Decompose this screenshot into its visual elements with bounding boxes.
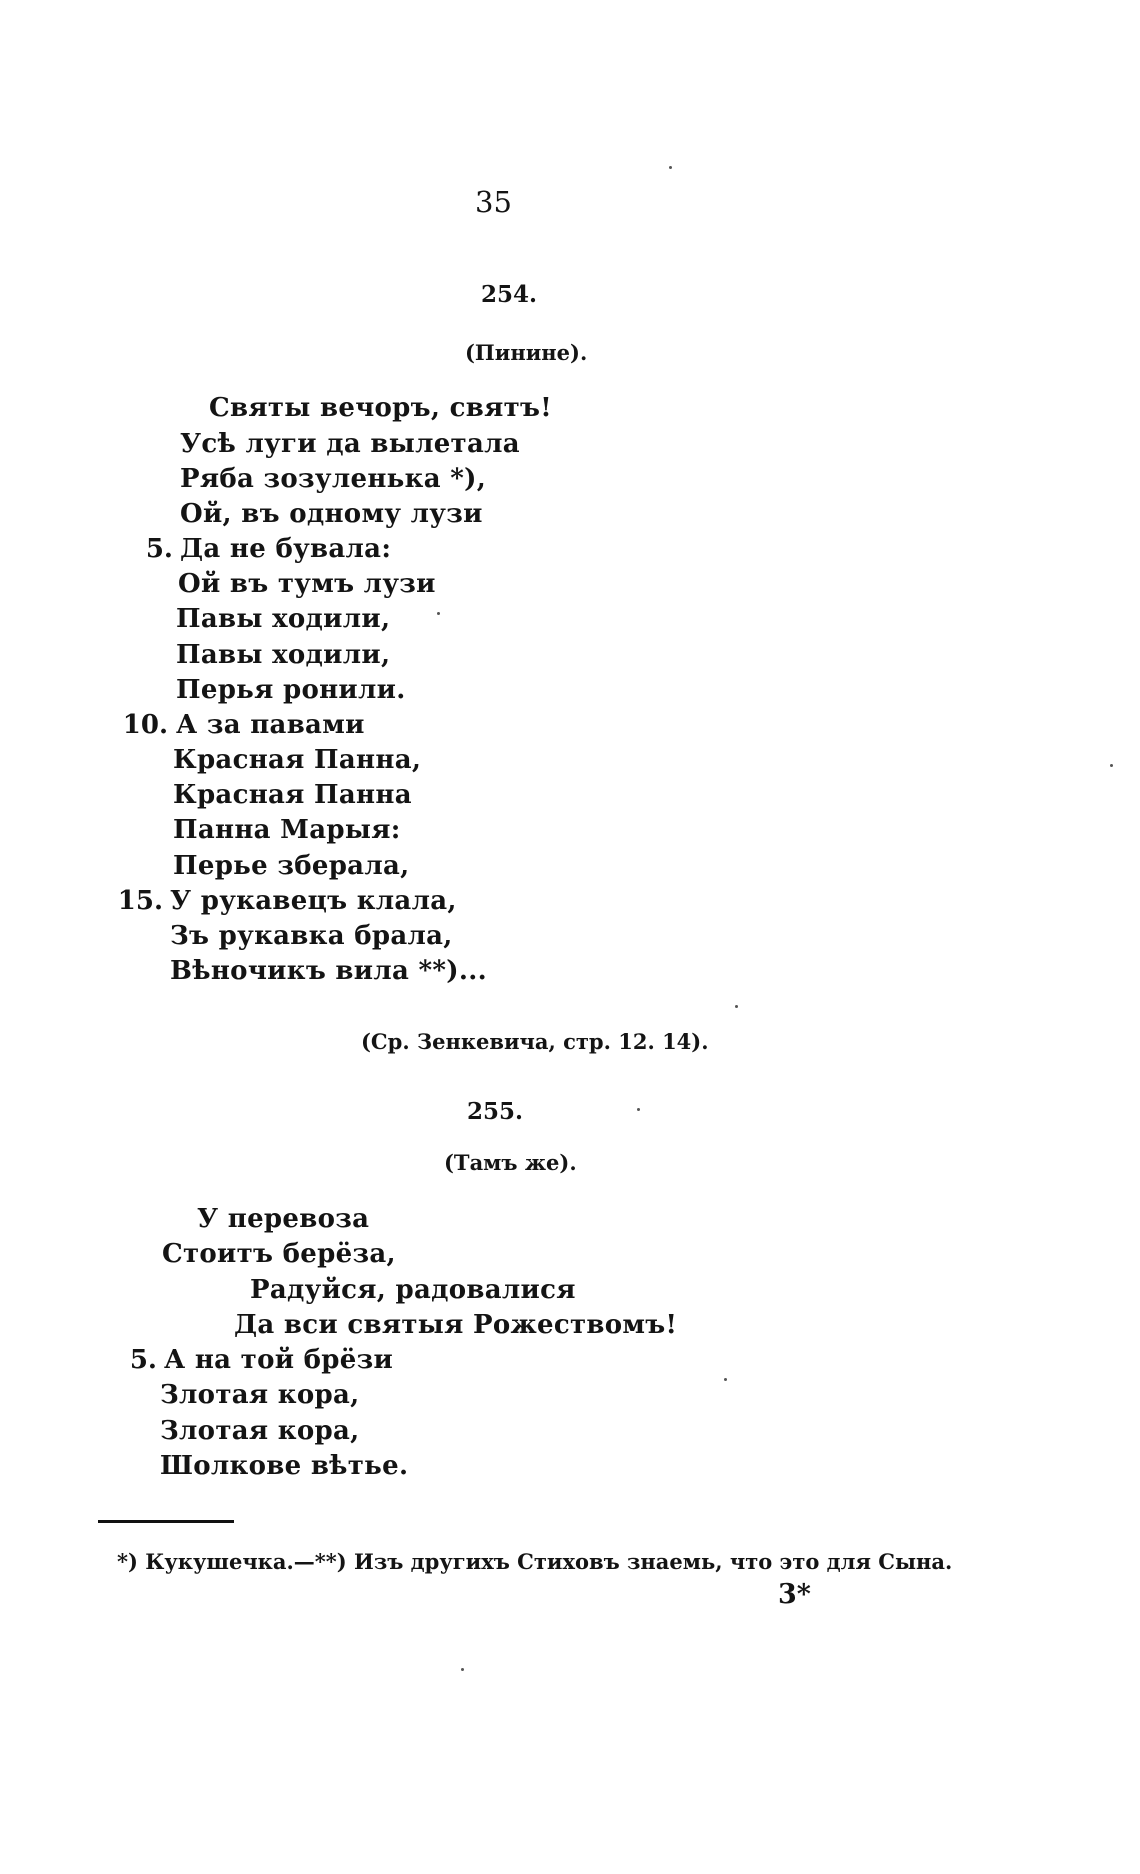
scan-speck	[735, 1005, 738, 1008]
scan-speck	[637, 1108, 640, 1111]
verse-line: Павы ходили,	[176, 604, 391, 634]
verse-line: Перья ронили.	[176, 675, 406, 705]
verse-line: А за павами	[176, 710, 365, 740]
song-number: 255.	[467, 1098, 524, 1125]
verse-line: Ой, въ одному лузи	[180, 499, 483, 529]
scan-speck	[724, 1378, 727, 1381]
verse-line: Да не бувала:	[180, 534, 392, 564]
song-source-note: (Пинине).	[465, 340, 588, 365]
scan-speck	[461, 1668, 464, 1671]
verse-line: Перье зберала,	[173, 851, 410, 881]
verse-line: Павы ходили,	[176, 640, 391, 670]
verse-line: Злотая кора,	[160, 1380, 360, 1410]
verse-line: Стоитъ берёза,	[162, 1239, 396, 1269]
line-number: 5.	[129, 1345, 157, 1375]
verse-line: Усѣ луги да вылетала	[180, 429, 520, 459]
song-citation: (Ср. Зенкевича, стр. 12. 14).	[361, 1029, 709, 1054]
verse-line: Панна Марыя:	[173, 815, 401, 845]
scan-speck	[1110, 764, 1113, 767]
footnote: *) Кукушечка.—**) Изъ другихъ Стиховъ знаемь, что это для Сына.	[117, 1549, 953, 1574]
verse-line: Вѣночикъ вила **)...	[170, 956, 487, 986]
verse-line: Злотая кора,	[160, 1416, 360, 1446]
verse-line: Радуйся, радовалися	[250, 1275, 576, 1305]
verse-line: Ряба зозуленька *),	[180, 464, 487, 494]
verse-line: А на той брёзи	[164, 1345, 394, 1375]
verse-line: Ой въ тумъ лузи	[178, 569, 436, 599]
scan-speck	[437, 612, 440, 615]
line-number: 5.	[145, 534, 173, 564]
verse-line: У рукавецъ клала,	[170, 886, 457, 916]
song-source-note: (Тамъ же).	[444, 1150, 577, 1175]
verse-line: Красная Панна	[173, 780, 412, 810]
page-number: 35	[475, 185, 512, 219]
signature-mark: 3*	[778, 1579, 811, 1610]
verse-line: Шолкове вѣтье.	[160, 1451, 409, 1481]
line-number: 15.	[117, 886, 163, 916]
scan-speck	[669, 166, 672, 169]
verse-line: У перевоза	[197, 1204, 370, 1234]
song-number: 254.	[481, 281, 538, 308]
verse-line: Зъ рукавка брала,	[170, 921, 453, 951]
verse-line: Святы вечоръ, святъ!	[209, 393, 552, 423]
verse-line: Да вси святыя Рожествомъ!	[234, 1310, 678, 1340]
footnote-rule	[98, 1520, 234, 1523]
verse-line: Красная Панна,	[173, 745, 422, 775]
line-number: 10.	[122, 710, 168, 740]
